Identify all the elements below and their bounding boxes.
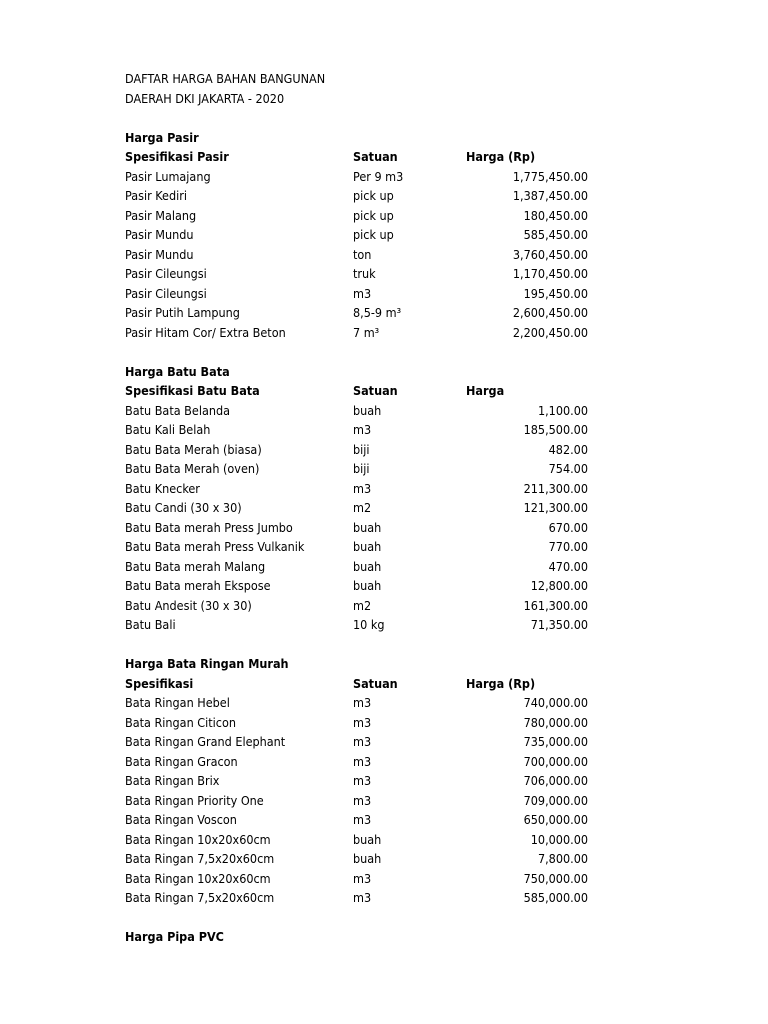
cell-unit: pick up bbox=[353, 207, 394, 223]
cell-spec: Bata Ringan Gracon bbox=[125, 753, 238, 769]
cell-spec: Pasir Kediri bbox=[125, 188, 187, 203]
cell-spec: Bata Ringan Citicon bbox=[125, 714, 236, 730]
table-header-row bbox=[125, 381, 595, 401]
table-row bbox=[125, 167, 595, 187]
cell-spec: Batu Bata merah Press Jumbo bbox=[125, 519, 293, 535]
table-row bbox=[125, 440, 595, 460]
cell-spec: Bata Ringan Voscon bbox=[125, 812, 237, 827]
cell-unit: m2 bbox=[353, 597, 372, 613]
table-row bbox=[125, 479, 595, 499]
cell-unit: ton bbox=[353, 246, 372, 262]
cell-price: 470.00 bbox=[548, 558, 588, 574]
table-row bbox=[125, 830, 595, 850]
column-header-spec: Spesifikasi bbox=[125, 675, 194, 691]
table-body bbox=[125, 693, 595, 908]
cell-price: 670.00 bbox=[548, 519, 588, 535]
cell-unit: m3 bbox=[353, 870, 372, 886]
cell-spec: Batu Bali bbox=[125, 617, 176, 632]
cell-price: 1,100.00 bbox=[537, 402, 588, 418]
cell-price: 585,450.00 bbox=[523, 227, 588, 242]
price-list-document bbox=[125, 69, 595, 947]
cell-price: 10,000.00 bbox=[530, 831, 588, 847]
cell-price: 754.00 bbox=[548, 461, 588, 476]
cell-price: 585,000.00 bbox=[523, 890, 588, 905]
cell-unit: pick up bbox=[353, 188, 394, 203]
cell-spec: Bata Ringan Grand Elephant bbox=[125, 734, 286, 749]
cell-unit: m3 bbox=[353, 422, 372, 437]
table-row bbox=[125, 284, 595, 304]
table-row bbox=[125, 303, 595, 323]
column-header-price: Harga bbox=[466, 383, 505, 398]
cell-unit: truk bbox=[353, 266, 376, 281]
cell-spec: Batu Bata Merah (biasa) bbox=[125, 441, 262, 457]
table-row bbox=[125, 518, 595, 538]
cell-spec: Pasir Cileungsi bbox=[125, 285, 207, 301]
cell-spec: Bata Ringan 7,5x20x60cm bbox=[125, 890, 275, 905]
table-row bbox=[125, 810, 595, 830]
cell-price: 1,387,450.00 bbox=[512, 188, 588, 203]
table-row bbox=[125, 264, 595, 284]
cell-price: 211,300.00 bbox=[523, 480, 588, 496]
cell-unit: 7 m³ bbox=[353, 324, 380, 340]
section-pasir bbox=[125, 128, 595, 343]
cell-unit: buah bbox=[353, 851, 382, 866]
cell-spec: Bata Ringan 10x20x60cm bbox=[125, 831, 271, 847]
cell-price: 482.00 bbox=[548, 441, 588, 457]
cell-price: 180,450.00 bbox=[523, 207, 588, 223]
cell-spec: Pasir Putih Lampung bbox=[125, 305, 240, 320]
column-header-price: Harga (Rp) bbox=[466, 149, 536, 164]
cell-spec: Batu Candi (30 x 30) bbox=[125, 500, 242, 515]
spacer bbox=[125, 908, 595, 928]
cell-unit: biji bbox=[353, 461, 370, 476]
cell-spec: Batu Bata merah Press Vulkanik bbox=[125, 539, 305, 554]
table-row bbox=[125, 849, 595, 869]
cell-unit: biji bbox=[353, 441, 370, 457]
section-bata-ringan bbox=[125, 654, 595, 908]
table-row bbox=[125, 420, 595, 440]
cell-spec: Pasir Mundu bbox=[125, 227, 194, 242]
table-row bbox=[125, 186, 595, 206]
document-title: DAFTAR HARGA BAHAN BANGUNAN bbox=[125, 71, 326, 86]
cell-spec: Batu Bata merah Ekspose bbox=[125, 578, 271, 593]
table-row bbox=[125, 869, 595, 889]
column-header-price: Harga (Rp) bbox=[466, 675, 536, 691]
cell-price: 195,450.00 bbox=[523, 285, 588, 301]
section-heading: Harga Pipa PVC bbox=[125, 929, 224, 944]
cell-price: 740,000.00 bbox=[523, 695, 588, 710]
cell-price: 780,000.00 bbox=[523, 714, 588, 730]
table-body bbox=[125, 401, 595, 635]
table-row bbox=[125, 557, 595, 577]
cell-unit: 10 kg bbox=[353, 617, 385, 632]
column-header-unit: Satuan bbox=[353, 383, 398, 398]
cell-unit: buah bbox=[353, 519, 382, 535]
cell-spec: Batu Bata Belanda bbox=[125, 402, 230, 418]
table-body bbox=[125, 167, 595, 343]
cell-spec: Pasir Mundu bbox=[125, 246, 194, 262]
table-row bbox=[125, 791, 595, 811]
cell-spec: Pasir Lumajang bbox=[125, 168, 211, 184]
table-row bbox=[125, 713, 595, 733]
table-row bbox=[125, 206, 595, 226]
cell-unit: m2 bbox=[353, 500, 372, 515]
cell-spec: Bata Ringan Hebel bbox=[125, 695, 230, 710]
cell-price: 2,600,450.00 bbox=[512, 305, 588, 320]
cell-unit: m3 bbox=[353, 714, 372, 730]
section-heading: Harga Pasir bbox=[125, 129, 199, 145]
cell-unit: 8,5-9 m³ bbox=[353, 305, 402, 320]
table-row bbox=[125, 323, 595, 343]
cell-unit: buah bbox=[353, 539, 382, 554]
section-batu-bata bbox=[125, 362, 595, 635]
table-row bbox=[125, 225, 595, 245]
cell-unit: m3 bbox=[353, 812, 372, 827]
cell-unit: m3 bbox=[353, 734, 372, 749]
cell-spec: Bata Ringan Priority One bbox=[125, 792, 264, 808]
column-header-spec: Spesifikasi Pasir bbox=[125, 149, 229, 164]
cell-price: 71,350.00 bbox=[530, 617, 588, 632]
cell-spec: Batu Bata merah Malang bbox=[125, 558, 266, 574]
cell-price: 650,000.00 bbox=[523, 812, 588, 827]
section-heading: Harga Batu Bata bbox=[125, 363, 230, 379]
table-row bbox=[125, 752, 595, 772]
cell-price: 2,200,450.00 bbox=[512, 324, 588, 340]
spacer bbox=[125, 108, 595, 128]
table-row bbox=[125, 596, 595, 616]
cell-unit: pick up bbox=[353, 227, 394, 242]
table-row bbox=[125, 459, 595, 479]
cell-unit: m3 bbox=[353, 480, 372, 496]
spacer bbox=[125, 342, 595, 362]
cell-spec: Pasir Hitam Cor/ Extra Beton bbox=[125, 324, 286, 340]
column-header-spec: Spesifikasi Batu Bata bbox=[125, 383, 260, 398]
table-row bbox=[125, 401, 595, 421]
cell-unit: m3 bbox=[353, 773, 372, 788]
column-header-unit: Satuan bbox=[353, 149, 398, 164]
section-pipa-pvc bbox=[125, 927, 595, 947]
section-heading: Harga Bata Ringan Murah bbox=[125, 656, 289, 671]
cell-spec: Bata Ringan 10x20x60cm bbox=[125, 870, 271, 886]
table-row bbox=[125, 245, 595, 265]
cell-price: 12,800.00 bbox=[530, 578, 588, 593]
cell-unit: m3 bbox=[353, 890, 372, 905]
cell-unit: buah bbox=[353, 402, 382, 418]
cell-spec: Batu Kali Belah bbox=[125, 422, 211, 437]
cell-unit: m3 bbox=[353, 792, 372, 808]
cell-price: 706,000.00 bbox=[523, 773, 588, 788]
cell-unit: m3 bbox=[353, 285, 372, 301]
cell-price: 185,500.00 bbox=[523, 422, 588, 437]
cell-unit: buah bbox=[353, 578, 382, 593]
cell-unit: buah bbox=[353, 831, 382, 847]
cell-spec: Bata Ringan Brix bbox=[125, 773, 220, 788]
cell-price: 770.00 bbox=[548, 539, 588, 554]
cell-price: 700,000.00 bbox=[523, 753, 588, 769]
cell-unit: m3 bbox=[353, 753, 372, 769]
cell-spec: Batu Andesit (30 x 30) bbox=[125, 597, 252, 613]
table-row bbox=[125, 732, 595, 752]
table-row bbox=[125, 693, 595, 713]
table-row bbox=[125, 771, 595, 791]
cell-unit: buah bbox=[353, 558, 382, 574]
table-row bbox=[125, 888, 595, 908]
table-row bbox=[125, 615, 595, 635]
cell-spec: Batu Bata Merah (oven) bbox=[125, 461, 260, 476]
column-header-unit: Satuan bbox=[353, 675, 398, 691]
spacer bbox=[125, 635, 595, 655]
cell-spec: Pasir Cileungsi bbox=[125, 266, 207, 281]
table-header-row bbox=[125, 674, 595, 694]
cell-spec: Batu Knecker bbox=[125, 480, 200, 496]
cell-price: 709,000.00 bbox=[523, 792, 588, 808]
cell-spec: Pasir Malang bbox=[125, 207, 197, 223]
cell-price: 750,000.00 bbox=[523, 870, 588, 886]
cell-price: 1,775,450.00 bbox=[512, 168, 588, 184]
table-header-row bbox=[125, 147, 595, 167]
cell-price: 121,300.00 bbox=[523, 500, 588, 515]
cell-price: 735,000.00 bbox=[523, 734, 588, 749]
document-subtitle: DAERAH DKI JAKARTA - 2020 bbox=[125, 90, 285, 106]
table-row bbox=[125, 537, 595, 557]
cell-unit: m3 bbox=[353, 695, 372, 710]
cell-price: 3,760,450.00 bbox=[512, 246, 588, 262]
cell-unit: Per 9 m3 bbox=[353, 168, 404, 184]
cell-spec: Bata Ringan 7,5x20x60cm bbox=[125, 851, 275, 866]
cell-price: 1,170,450.00 bbox=[512, 266, 588, 281]
table-row bbox=[125, 498, 595, 518]
table-row bbox=[125, 576, 595, 596]
cell-price: 161,300.00 bbox=[523, 597, 588, 613]
cell-price: 7,800.00 bbox=[537, 851, 588, 866]
